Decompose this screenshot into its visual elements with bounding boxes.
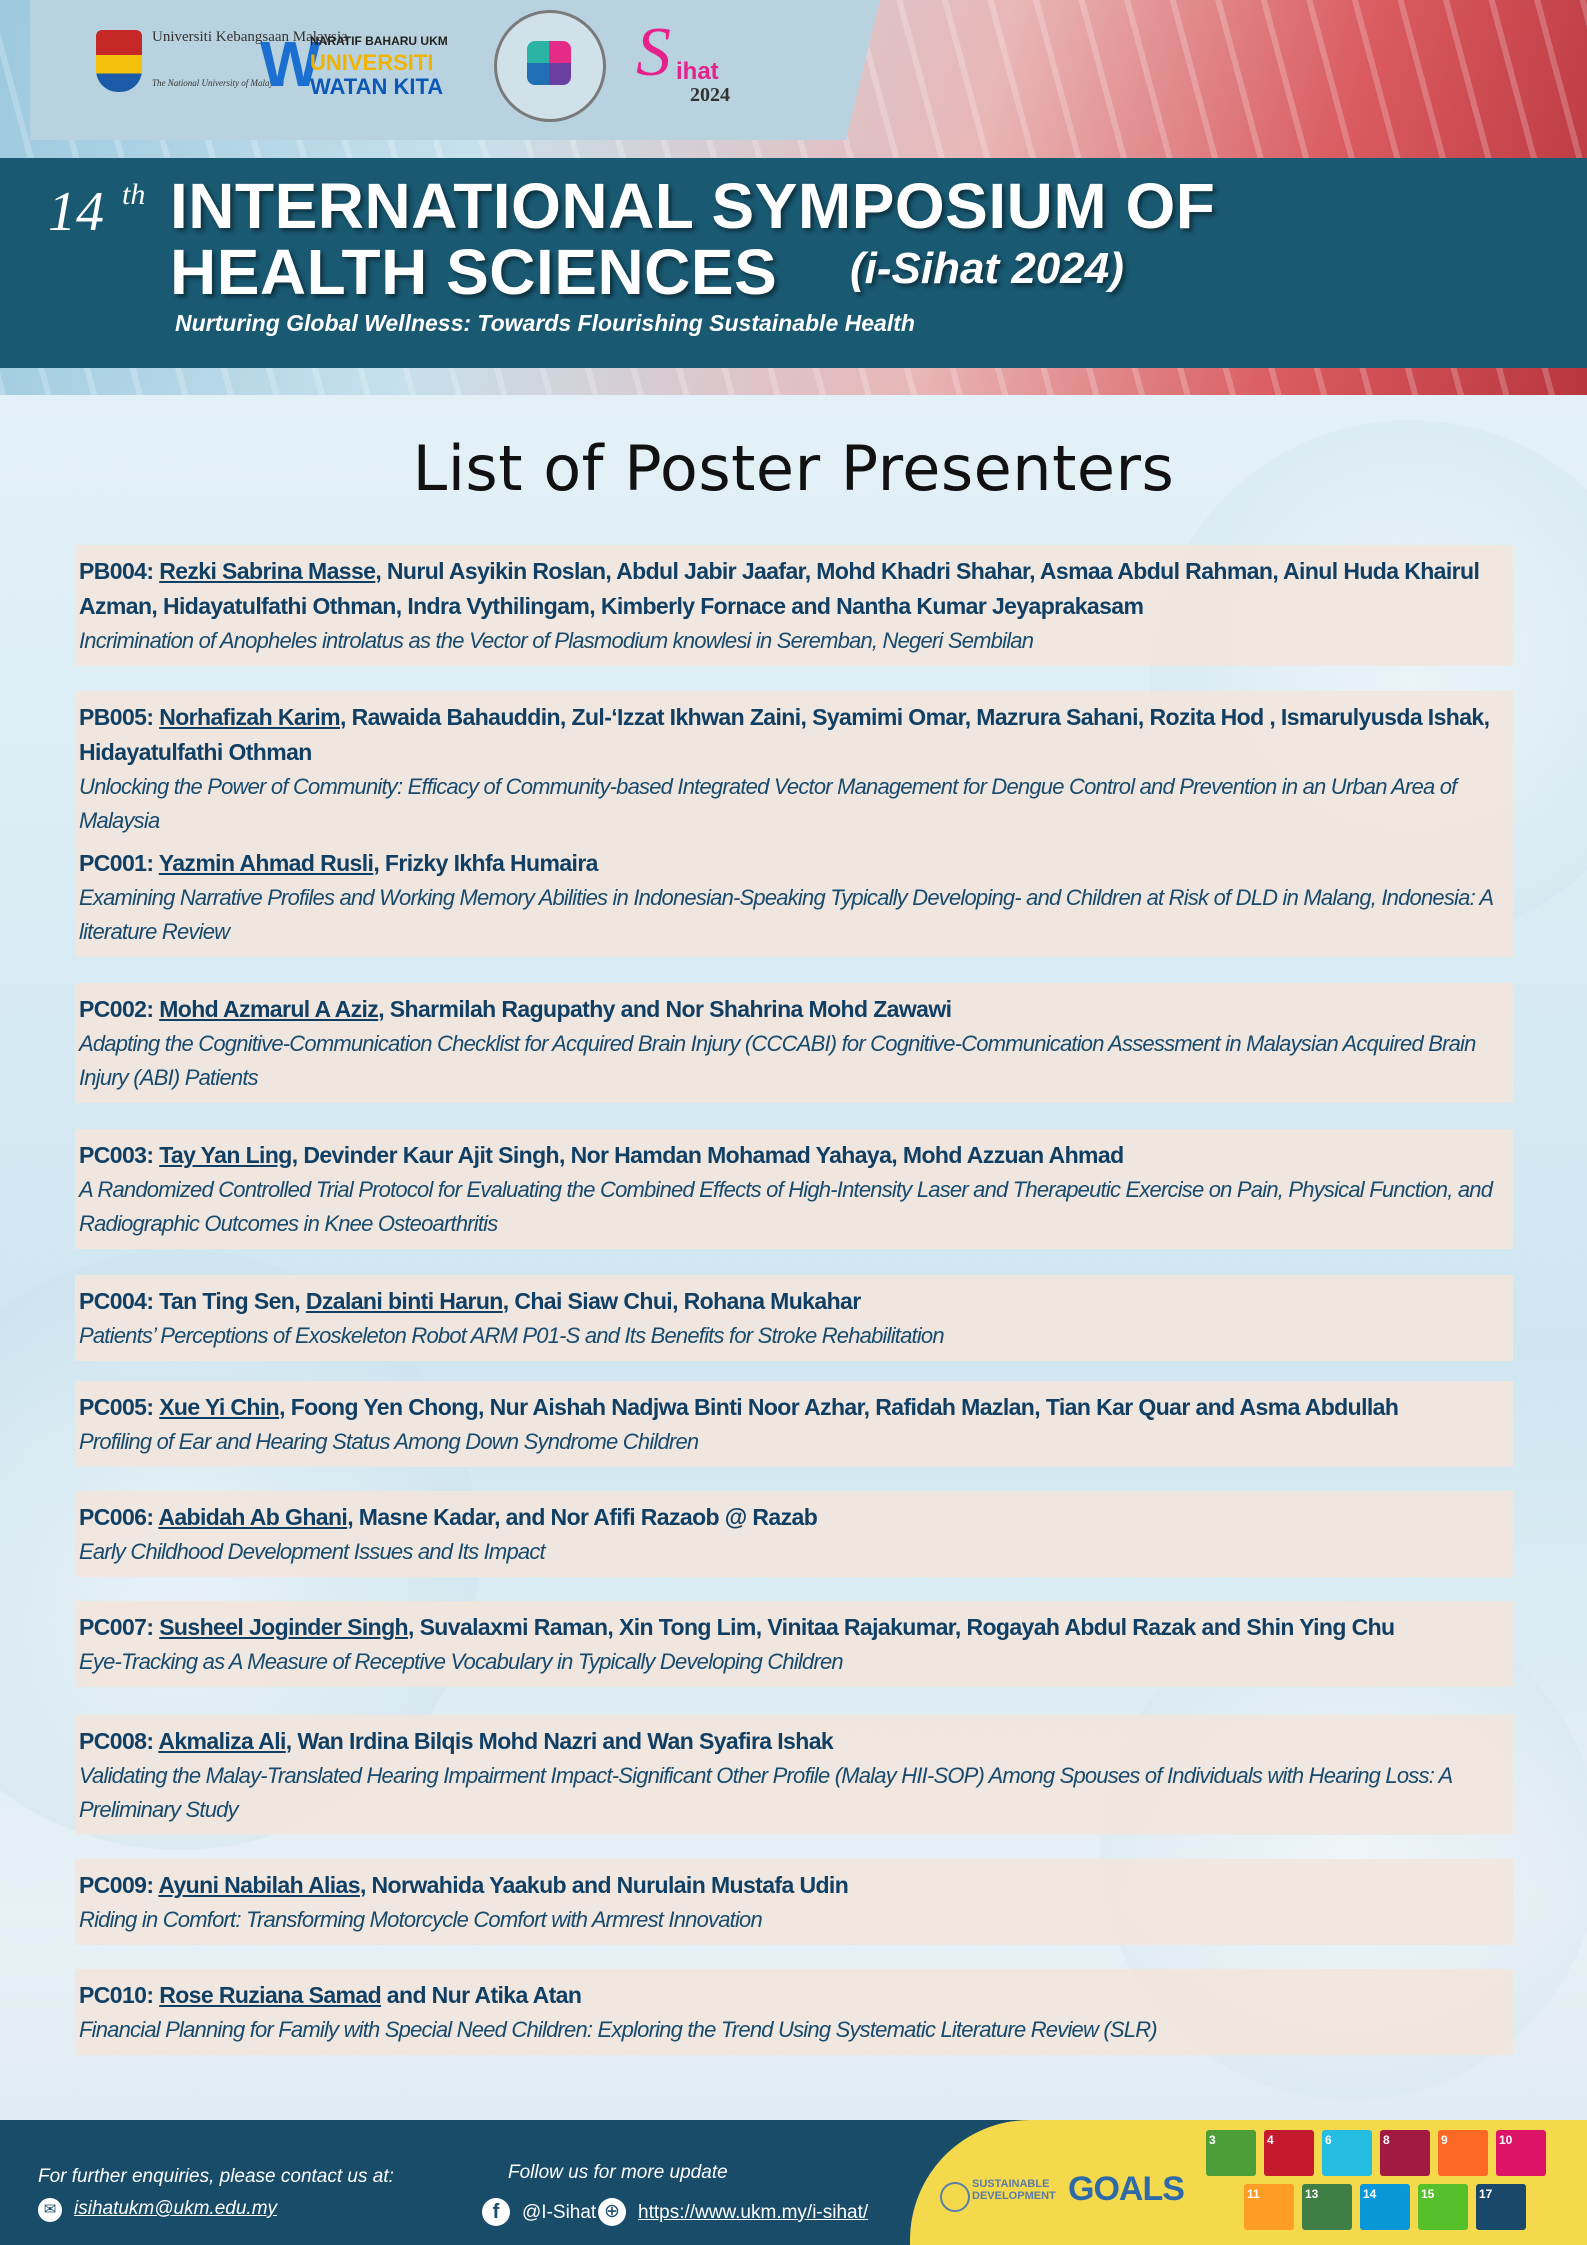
faculty-seal-logo [494, 10, 606, 122]
presenting-author: Yazmin Ahmad Rusli [158, 850, 374, 876]
co-authors: , Suvalaxmi Raman, Xin Tong Lim, Vinitaa Rajakumar, Rogayah Abdul Razak and Shin Ying Chu [407, 1614, 1395, 1640]
edition-number: 14 [48, 181, 104, 243]
entry-authors [79, 1500, 1509, 1535]
poster-title: Riding in Comfort: Transforming Motorcycle Comfort with Armrest Innovation [79, 1907, 762, 1932]
entry-authors [79, 1868, 1509, 1903]
entry-authors [79, 1610, 1509, 1645]
universiti-watan-kita-logo [260, 28, 485, 102]
page-title: List of Poster Presenters [412, 432, 1175, 505]
uwk-tagline: NARATIF BAHARU UKM [310, 34, 448, 48]
uwk-w-mark-icon: W [260, 28, 315, 100]
ukm-subtitle: The National University of Malaysia [152, 78, 284, 88]
contact-label: For further enquiries, please contact us at: [38, 2166, 394, 2187]
ukm-crest-icon [96, 30, 142, 92]
entry-authors [79, 992, 1509, 1027]
poster-code: PC004: [79, 1288, 154, 1314]
poster-code: PB005: [79, 704, 154, 730]
ukm-name: Universiti Kebangsaan Malaysia [152, 29, 348, 45]
first-author: Tan Ting Sen, [153, 1288, 306, 1314]
sdg-goal-tile: 17 [1476, 2184, 1526, 2230]
event-title-line2: HEALTH SCIENCES [170, 236, 778, 308]
event-title-line1: INTERNATIONAL SYMPOSIUM OF [170, 170, 1216, 242]
sdg-goal-tile: 10 [1496, 2130, 1546, 2176]
sdg-goal-tile: 11 [1244, 2184, 1294, 2230]
co-authors: , Frizky Ikhfa Humaira [373, 850, 598, 876]
sdg-goal-tile: 14 [1360, 2184, 1410, 2230]
presenting-author: Norhafizah Karim [159, 704, 341, 730]
presenting-author: Akmaliza Ali [158, 1728, 286, 1754]
presenter-entry [75, 1859, 1513, 1945]
entry-authors [79, 554, 1509, 624]
poster-title: Patients’ Perceptions of Exoskeleton Robot ARM P01-S and Its Benefits for Stroke Rehabilitation [79, 1323, 944, 1348]
co-authors: and Nur Atika Atan [381, 1982, 582, 2008]
footer [0, 2120, 1587, 2245]
poster-title: A Randomized Controlled Trial Protocol for Evaluating the Combined Effects of High-Intensity Laser and Therapeutic Exercise on Pain, Physical Function, and Radiographic Outcomes in Knee Osteoarthritis [79, 1177, 1493, 1236]
email-icon: ✉ [38, 2198, 62, 2222]
poster-title: Adapting the Cognitive-Communication Checklist for Acquired Brain Injury (CCCABI) for Cognitive-Communication Assessment in Malaysian Acquired Brain Injury (ABI) Patients [79, 1031, 1476, 1090]
facebook-icon[interactable]: f [482, 2198, 510, 2226]
uwk-line2: WATAN KITA [310, 74, 444, 99]
sdg-goal-tile: 13 [1302, 2184, 1352, 2230]
poster-code: PC006: [79, 1504, 154, 1530]
poster-code: PC008: [79, 1728, 154, 1754]
presenter-entry [75, 1969, 1513, 2055]
co-authors: , Sharmilah Ragupathy and Nor Shahrina Mohd Zawawi [378, 996, 952, 1022]
sdg-goal-tile: 3 [1206, 2130, 1256, 2176]
poster-code: PC002: [79, 996, 154, 1022]
presenter-entry [75, 691, 1513, 846]
presenting-author: Susheel Joginder Singh [159, 1614, 408, 1640]
presenter-entry [75, 1129, 1513, 1249]
poster-code: PC007: [79, 1614, 154, 1640]
poster-code: PC009: [79, 1872, 154, 1898]
presenting-author: Tay Yan Ling [159, 1142, 292, 1168]
sdg-label-line2: DEVELOPMENT [972, 2190, 1056, 2202]
poster-code: PC010: [79, 1982, 154, 2008]
entry-authors [79, 1978, 1509, 2013]
presenter-entry [75, 837, 1513, 957]
co-authors: , Nurul Asyikin Roslan, Abdul Jabir Jaafar, Mohd Khadri Shahar, Asmaa Abdul Rahman, Ainul Huda Khairul Azman, Hidayatulfathi Othman, Indra Vythilingam, Kimberly Fornace and Nantha Kumar Jeyaprakasam [79, 558, 1480, 619]
sdg-goal-tile: 4 [1264, 2130, 1314, 2176]
presenting-author: Xue Yi Chin [159, 1394, 280, 1420]
presenter-entry [75, 1601, 1513, 1687]
sihat-s-mark-icon: S [636, 14, 671, 91]
presenter-entry [75, 1715, 1513, 1835]
poster-code: PC001: [79, 850, 154, 876]
uwk-line1: UNIVERSITI [310, 50, 434, 75]
event-theme: Nurturing Global Wellness: Towards Flourishing Sustainable Health [175, 310, 915, 336]
website-link[interactable]: https://www.ukm.my/i-sihat/ [638, 2202, 869, 2223]
poster-title: Early Childhood Development Issues and Its Impact [79, 1539, 545, 1564]
presenter-entry [75, 1381, 1513, 1467]
un-emblem-icon [940, 2182, 970, 2212]
facebook-handle-link[interactable]: @I-Sihat [522, 2202, 597, 2223]
co-authors: , Rawaida Bahauddin, Zul-‘Izzat Ikhwan Zaini, Syamimi Omar, Mazrura Sahani, Rozita Hod , Ismarulyusda Ishak, Hidayatulfathi Othman [79, 704, 1490, 765]
globe-icon[interactable]: ⊕ [598, 2198, 626, 2226]
presenting-author: Ayuni Nabilah Alias [158, 1872, 360, 1898]
poster-title: Incrimination of Anopheles introlatus as the Vector of Plasmodium knowlesi in Seremban, Negeri Sembilan [79, 628, 1034, 653]
poster-code: PC003: [79, 1142, 154, 1168]
poster-title: Validating the Malay-Translated Hearing Impairment Impact-Significant Other Profile (Malay HII-SOP) Among Spouses of Individuals with Hearing Loss: A Preliminary Study [79, 1763, 1452, 1822]
entry-authors [79, 700, 1509, 770]
co-authors: , Wan Irdina Bilqis Mohd Nazri and Wan Syafira Ishak [285, 1728, 834, 1754]
presenter-entry [75, 1275, 1513, 1361]
entry-authors [79, 846, 1509, 881]
sdg-goal-tile: 15 [1418, 2184, 1468, 2230]
co-authors: , Masne Kadar, and Nor Afifi Razaob @ Razab [347, 1504, 818, 1530]
entry-authors [79, 1284, 1509, 1319]
event-abbreviation: (i-Sihat 2024) [850, 244, 1124, 293]
presenting-author: Rezki Sabrina Masse [159, 558, 376, 584]
poster-code: PB004: [79, 558, 154, 584]
co-authors: , Foong Yen Chong, Nur Aishah Nadjwa Binti Noor Azhar, Rafidah Mazlan, Tian Kar Quar and Asma Abdullah [279, 1394, 1399, 1420]
poster-title: Financial Planning for Family with Special Need Children: Exploring the Trend Using Systematic Literature Review (SLR) [79, 2017, 1157, 2042]
co-authors: , Norwahida Yaakub and Nurulain Mustafa Udin [359, 1872, 849, 1898]
contact-email-link[interactable]: isihatukm@ukm.edu.my [74, 2198, 278, 2219]
sihat-year: 2024 [690, 84, 730, 106]
presenter-entry [75, 983, 1513, 1103]
presenting-author: Dzalani binti Harun [305, 1288, 503, 1314]
presenting-author: Aabidah Ab Ghani [158, 1504, 348, 1530]
i-sihat-logo [636, 14, 776, 108]
entry-authors [79, 1724, 1509, 1759]
presenting-author: Mohd Azmarul A Aziz [159, 996, 379, 1022]
co-authors: , Devinder Kaur Ajit Singh, Nor Hamdan Mohamad Yahaya, Mohd Azzuan Ahmad [291, 1142, 1124, 1168]
edition-suffix: th [122, 178, 146, 211]
poster-title: Eye-Tracking as A Measure of Receptive Vocabulary in Typically Developing Children [79, 1649, 843, 1674]
poster-title: Profiling of Ear and Hearing Status Among Down Syndrome Children [79, 1429, 699, 1454]
poster-title: Unlocking the Power of Community: Efficacy of Community-based Integrated Vector Management for Dengue Control and Prevention in an Urban Area of Malaysia [79, 774, 1457, 833]
header-banner [0, 0, 1587, 395]
poster-code: PC005: [79, 1394, 154, 1420]
follow-label: Follow us for more update [508, 2162, 728, 2183]
sihat-word: ihat [676, 58, 719, 85]
sdg-label-line1: SUSTAINABLE [972, 2178, 1050, 2190]
sdg-label [972, 2178, 1056, 2202]
poster-title: Examining Narrative Profiles and Working Memory Abilities in Indonesian-Speaking Typically Developing- and Children at Risk of DLD in Malang, Indonesia: A literature Review [79, 885, 1493, 944]
presenter-entry [75, 1491, 1513, 1577]
entry-authors [79, 1390, 1509, 1425]
sdg-goal-tile: 9 [1438, 2130, 1488, 2176]
sdg-goal-tile: 6 [1322, 2130, 1372, 2176]
co-authors: , Chai Siaw Chui, Rohana Mukahar [502, 1288, 861, 1314]
faculty-mark-icon [527, 41, 571, 85]
presenting-author: Rose Ruziana Samad [159, 1982, 382, 2008]
sdg-goals-wordmark: GOALS [1068, 2170, 1184, 2208]
sdg-goal-tile: 8 [1380, 2130, 1430, 2176]
entry-authors [79, 1138, 1509, 1173]
presenter-entry [75, 545, 1513, 666]
